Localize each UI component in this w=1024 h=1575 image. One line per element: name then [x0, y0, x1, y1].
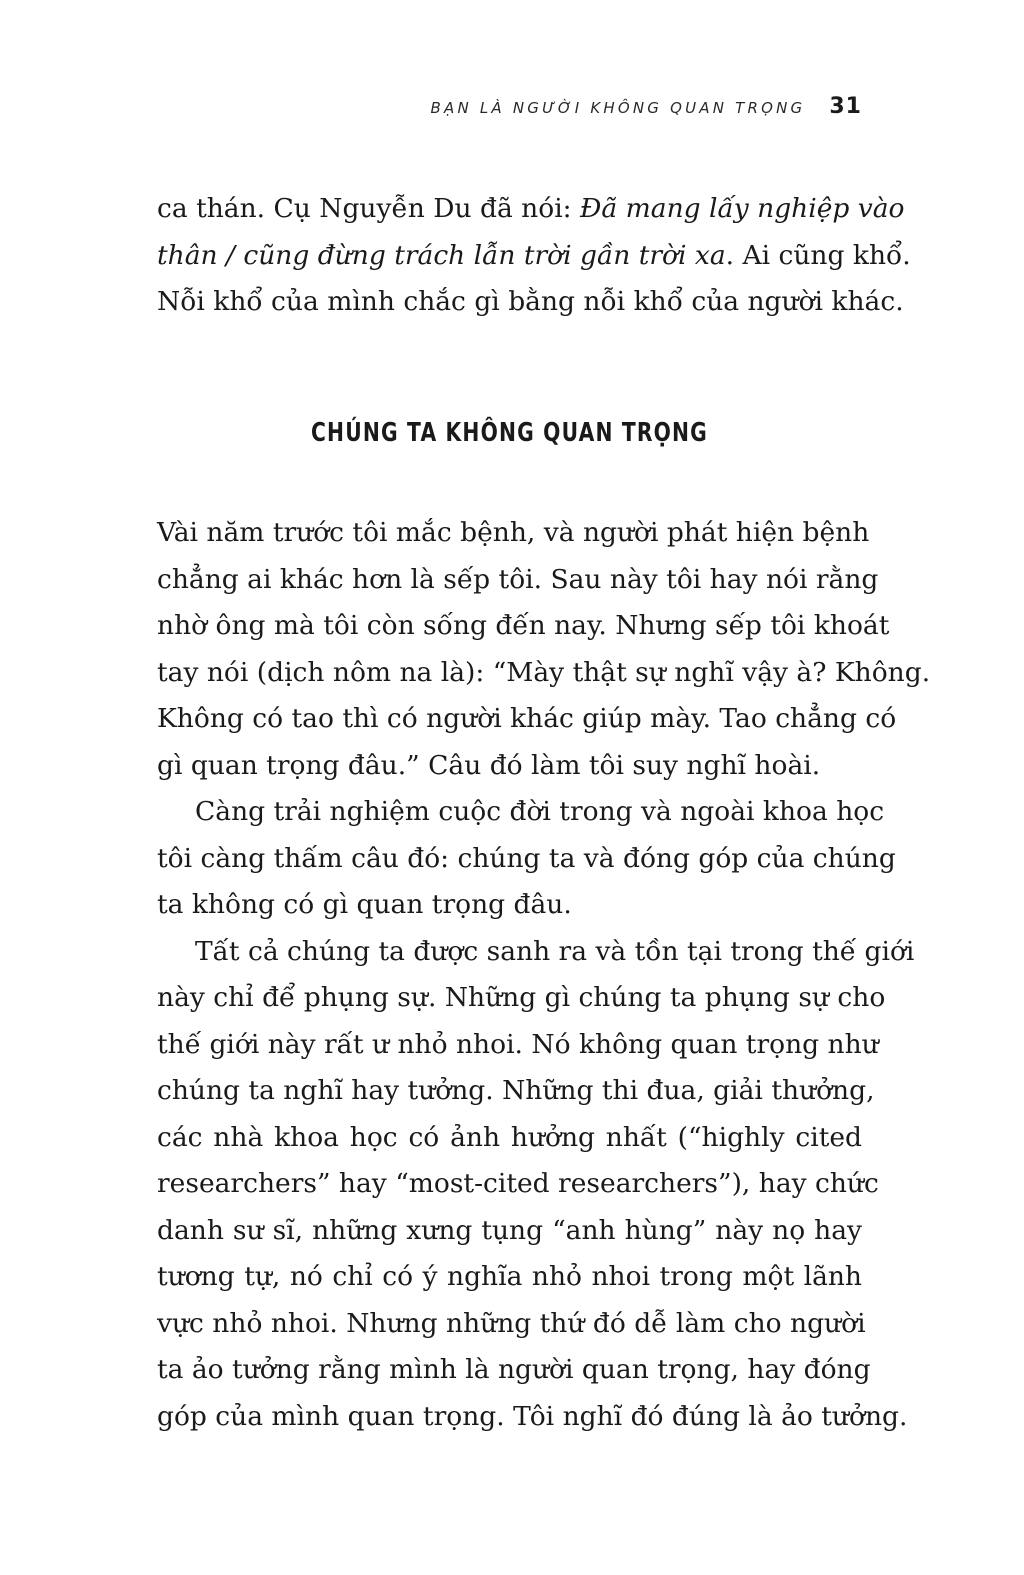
paragraph-3 [157, 929, 915, 1441]
text-line: ta ảo tưởng rằng mình là người quan trọng, hay đóng [157, 1354, 871, 1385]
quote-run: thân / cũng đừng trách lẫn trời gần trời xa [157, 239, 726, 271]
paragraph-1 [157, 510, 931, 789]
text-line: tương tự, nó chỉ có ý nghĩa nhỏ nhoi trong một lãnh [157, 1261, 862, 1292]
text-line: Càng trải nghiệm cuộc đời trong và ngoài khoa học [195, 796, 885, 827]
text-line: chẳng ai khác hơn là sếp tôi. Sau này tôi hay nói rằng [157, 563, 879, 595]
text-line: tôi càng thấm câu đó: chúng ta và đóng góp của chúng [157, 842, 896, 874]
text-line: tay nói (dịch nôm na là): “Mày thật sự nghĩ vậy à? Không. [157, 656, 931, 688]
text-line: nhờ ông mà tôi còn sống đến nay. Nhưng sếp tôi khoát [157, 610, 890, 641]
text-line: Tất cả chúng ta được sanh ra và tồn tại trong thế giới [195, 935, 915, 967]
text-line: các nhà khoa học có ảnh hưởng nhất (“highly cited [157, 1121, 862, 1153]
text-line: ta không có gì quan trọng đâu. [157, 889, 572, 920]
text-line: thế giới này rất ư nhỏ nhoi. Nó không quan trọng như [157, 1028, 879, 1060]
text-line: researchers” hay “most-cited researchers”), hay chức [157, 1168, 879, 1199]
text-line: vực nhỏ nhoi. Nhưng những thứ đó dễ làm cho người [157, 1307, 866, 1339]
text-line [157, 186, 905, 233]
paragraph-2 [157, 789, 896, 929]
text-line: danh sư sĩ, những xưng tụng “anh hùng” này nọ hay [157, 1214, 862, 1246]
text-line: Vài năm trước tôi mắc bệnh, và người phát hiện bệnh [157, 517, 870, 548]
opening-paragraph [157, 186, 911, 326]
quote-run: Đã mang lấy nghiệp vào [580, 193, 905, 224]
text-line: này chỉ để phụng sự. Những gì chúng ta phụng sự cho [157, 982, 886, 1013]
section-body [157, 510, 931, 1440]
text-line: góp của mình quan trọng. Tôi nghĩ đó đúng là ảo tưởng. [157, 1400, 908, 1432]
text-line: Không có tao thì có người khác giúp mày. Tao chẳng có [157, 703, 897, 734]
text-line [157, 233, 911, 280]
running-title: BẠN LÀ NGƯỜI KHÔNG QUAN TRỌNG [430, 99, 806, 117]
text-line: chúng ta nghĩ hay tưởng. Những thi đua, giải thưởng, [157, 1075, 875, 1106]
section-heading: CHÚNG TA KHÔNG QUAN TRỌNG [311, 418, 708, 448]
page-number: 31 [829, 94, 862, 119]
text-run: ca thán. Cụ Nguyễn Du đã nói: [157, 193, 581, 224]
text-line: gì quan trọng đâu.” Câu đó làm tôi suy nghĩ hoài. [157, 749, 821, 781]
text-line: Nỗi khổ của mình chắc gì bằng nỗi khổ của người khác. [157, 286, 904, 317]
running-header [431, 94, 862, 119]
text-run: . Ai cũng khổ. [725, 239, 911, 271]
